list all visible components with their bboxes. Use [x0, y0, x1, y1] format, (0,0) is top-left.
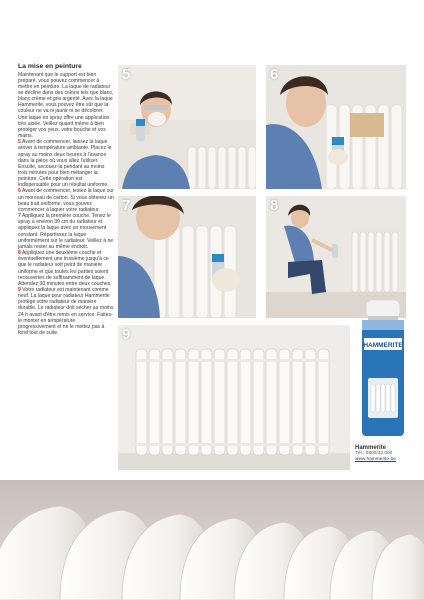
spray-can-image [360, 300, 406, 438]
photo-8-number: 8 [270, 197, 279, 214]
photo-7-illustration [118, 196, 256, 318]
photo-step-6 [266, 65, 406, 189]
article-heading: La mise en peinture [18, 63, 82, 70]
photo-5-number: 5 [122, 66, 131, 83]
photo-6-number: 6 [270, 66, 279, 83]
photo-6-illustration [266, 65, 406, 189]
contact-website-link[interactable]: www.hammerite.be [355, 457, 396, 462]
photo-step-9 [118, 325, 350, 470]
product-can [360, 300, 406, 438]
photo-step-7 [118, 196, 256, 318]
article-text [18, 63, 114, 336]
step-5: 5 Avant de commencer, laissez la laque arriver à température ambiante. Placez le spray au moins deux heures à l'avance dans la pièce où vous allez l'utiliser. Ensuite, secouez-la pendant au moins trois minutes pour bien mélanger la peinture. Cette opération est indispensable pour un résultat uniforme. [18, 139, 112, 189]
photo-9-illustration [118, 325, 350, 470]
bottom-radiator-illustration [0, 480, 424, 600]
can-brand-text: HAMMERITE [363, 342, 403, 349]
article-intro: Maintenant que le support est bien préparé, vous pouvez commencer à mettre en peinture. La laque de radiateur se décline dans des coloris tels que blanc, blanc crème et gris argenté. Avec la laque Hammerite, vous pouvez être sûr que la couleur ne va ni jaunir ni se décolorer. Une laque en spray offre une application très aisée. Veillez quand même à bien protéger vos yeux, votre bouche et vos mains. [18, 71, 114, 140]
contact-brand: Hammerite [355, 445, 387, 451]
step-9: 9 Votre radiateur est maintenant comme neuf. La laque pour radiateur Hammerite protège votre radiateur de manière durable. Le radiateur doit sécher au moins 24 h avant d'être remis en service. Faites-le monter en température progressivement et ne le mettez pas à fond tout de suite. [18, 286, 114, 337]
photo-step-5 [118, 65, 256, 189]
photo-9-number: 9 [122, 326, 131, 343]
contact-block [355, 445, 415, 463]
contact-phone: Tél.: 0800/32.000 [355, 451, 393, 456]
step-8: 8 Appliquez une deuxième couche et éventuellement une troisième jusqu'à ce que le radiateur soit peint de manière uniforme et que toutes les parties soient recouvertes de suffisamment de laque. Attendez 30 minutes entre deux couches. [18, 250, 112, 287]
bottom-radiator-photo [0, 480, 424, 600]
step-7: 7 Appliquez la première couche. Tenez le spray à environ 30 cm du radiateur et appliquez la laque avec un mouvement constant. Répartissez la laque uniformément sur le radiateur. Veillez à ne jamais rester au même endroit. [18, 213, 114, 250]
photo-7-number: 7 [122, 197, 131, 214]
step-6: 6 Avant de commencer, testez la laque sur un morceau de carton. Si vous obtenez un beau trait uniforme, vous pouvez commencer à laquer votre radiateur. [18, 188, 114, 213]
photo-5-illustration [118, 65, 256, 189]
